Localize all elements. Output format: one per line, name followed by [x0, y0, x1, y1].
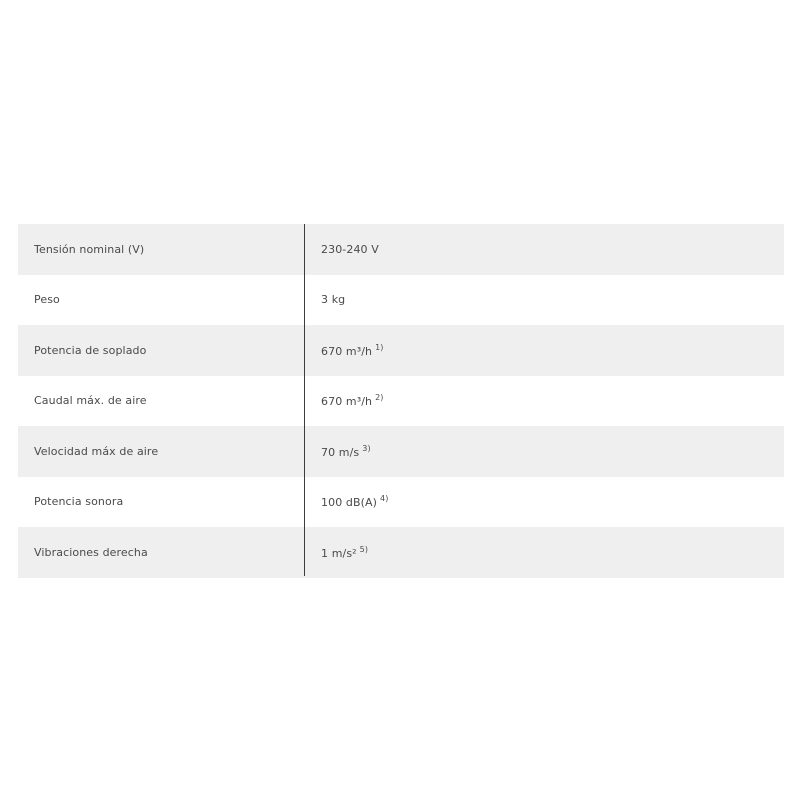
spec-value: 3 kg — [321, 293, 346, 307]
footnote-marker: 5) — [359, 544, 369, 554]
spec-row-caudal — [18, 376, 784, 427]
spec-row-potencia-sonora — [18, 477, 784, 528]
spec-row-peso — [18, 275, 784, 326]
spec-value-cell — [305, 243, 784, 256]
spec-label: Potencia de soplado — [34, 343, 147, 357]
spec-value: 230-240 V — [321, 242, 379, 256]
spec-value-cell — [305, 545, 784, 560]
spec-value-cell — [305, 494, 784, 509]
footnote-marker: 3) — [362, 443, 371, 453]
footnote-marker: 4) — [380, 494, 389, 504]
spec-label: Tensión nominal (V) — [34, 242, 145, 256]
spec-value-cell — [305, 343, 784, 358]
spec-value: 670 m³/h — [321, 395, 373, 409]
spec-value-cell — [305, 293, 784, 306]
spec-label: Peso — [34, 293, 60, 307]
footnote-marker: 1) — [375, 342, 384, 352]
spec-label: Caudal máx. de aire — [34, 394, 147, 408]
spec-label: Potencia sonora — [34, 495, 124, 509]
spec-table — [18, 224, 784, 578]
spec-row-vibraciones — [18, 527, 784, 578]
spec-value-cell — [305, 444, 784, 459]
footnote-marker: 2) — [375, 393, 384, 403]
spec-label: Velocidad máx de aire — [34, 444, 159, 458]
spec-value: 1 m/s² — [321, 546, 357, 560]
spec-row-potencia-soplado — [18, 325, 784, 376]
spec-value: 100 dB(A) — [321, 496, 378, 510]
column-divider — [304, 224, 305, 576]
spec-row-velocidad — [18, 426, 784, 477]
spec-value-cell — [305, 393, 784, 408]
spec-row-tension — [18, 224, 784, 275]
spec-value: 70 m/s — [321, 445, 360, 459]
spec-label: Vibraciones derecha — [34, 545, 148, 559]
spec-value: 670 m³/h — [321, 344, 373, 358]
